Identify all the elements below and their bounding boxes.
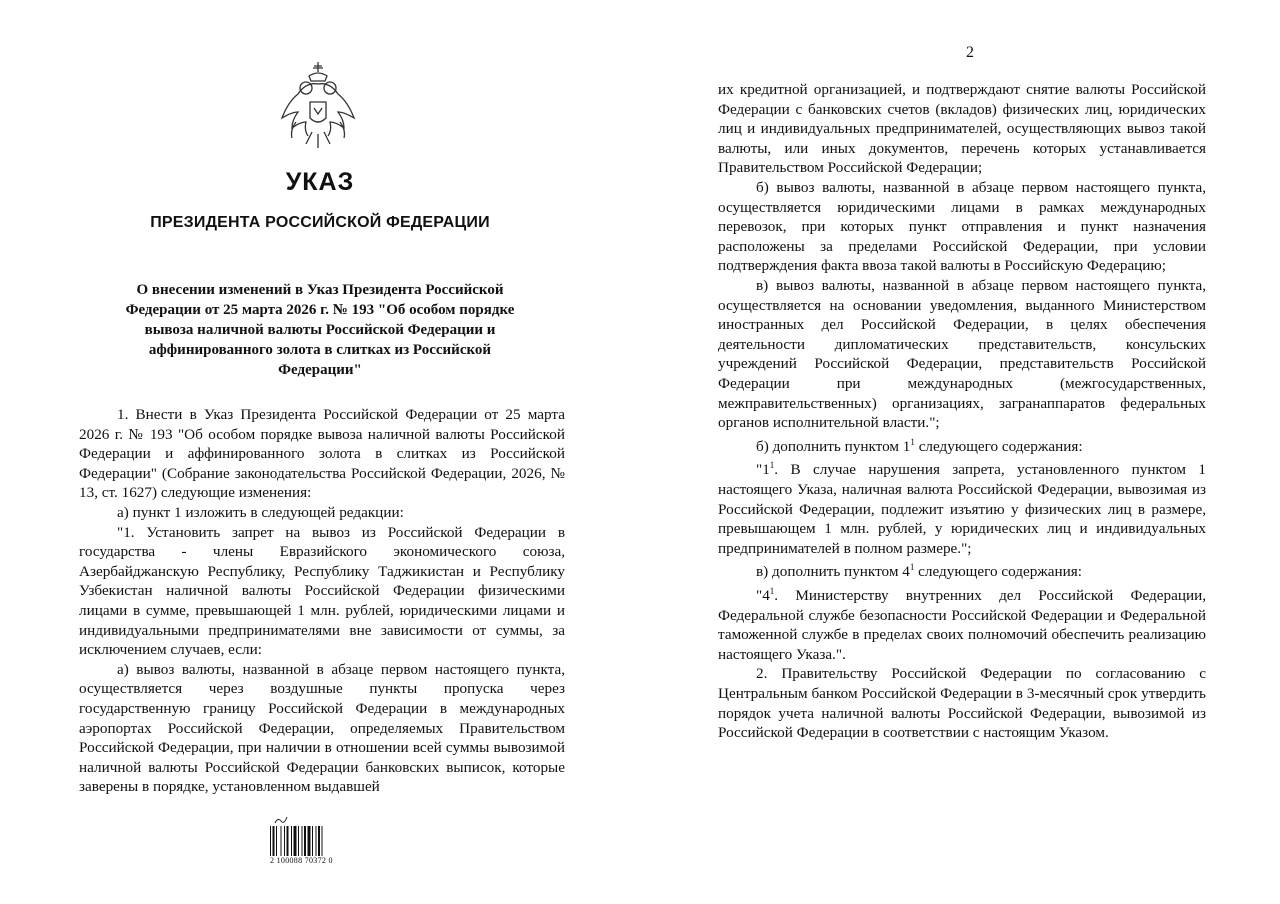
superscript: 1	[910, 436, 915, 447]
paragraph	[718, 664, 1206, 742]
paragraph-text: . В случае нарушения запрета, установленного пунктом 1 настоящего Указа, наличная валюта Российской Федерации, вывозимая из Российской Федерации, подлежит изъятию у физических лиц в размере, превышающем 1 млн. рублей, у юридических лиц и индивидуальных предпринимателей в полном размере.";	[718, 461, 1206, 557]
paragraph: 1. Внести в Указ Президента Российской Федерации от 25 марта 2026 г. № 193 "Об особом порядке вывоза наличной валюты Российской Федерации и аффинированного золота в слитках из Российской Федерации" (Собрание законодательства Российской Федерации, 2026, № 13, ст. 1627) следующие изменения:	[79, 406, 565, 502]
superscript: 1	[909, 562, 915, 573]
paragraph	[718, 456, 1206, 558]
paragraph-text: их кредитной организацией, и подтверждают снятие валюты Российской Федерации с банковских счетов (вкладов) физических лиц, юридических лиц и индивидуальных предпринимателей, осуществляющих вывоз такой валюты, или иных документов, перечень которых устанавливается Правительством Российской Федерации;	[718, 81, 1206, 177]
decree-subtitle: ПРЕЗИДЕНТА РОССИЙСКОЙ ФЕДЕРАЦИИ	[150, 214, 490, 231]
paragraph	[718, 433, 1206, 457]
paragraph-text: б) дополнить пунктом 1	[756, 437, 911, 455]
right-page-body	[718, 80, 1206, 743]
barcode	[270, 816, 360, 865]
decree-title: УКАЗ	[285, 168, 355, 196]
paragraph-text: б) вывоз валюты, названной в абзаце первом настоящего пункта, осуществляется юридическими лицами в рамках международных перевозок, при которых пункт отправления и пункт назначения расположены за пределами Российской Федерации, при условии подтверждения факта ввоза такой валюты в Российскую Федерацию;	[718, 178, 1206, 275]
barcode-bars-icon	[270, 826, 350, 856]
right-page	[640, 0, 1280, 904]
paragraph	[718, 276, 1206, 433]
paragraph	[718, 178, 1206, 276]
paragraph-text: . Министерству внутренних дел Российской Федерации, Федеральной службе безопасности Российской Федерации и Федеральной таможенной службе в пределах своих полномочий обеспечить реализацию настоящего Указа.".	[718, 587, 1206, 663]
paragraph-text: в) вывоз валюты, названной в абзаце первом настоящего пункта, осуществляется на основании уведомления, выданного Министерством иностранных дел Российской Федерации, в целях обеспечения деятельности дипломатических представительств, консульских учреждений Российской Федерации, представительств Российской Федерации при международных (межгосударственных, межправительственных) организациях, загранаппаратов федеральных органов исполнительной власти.";	[718, 276, 1206, 432]
left-page-body	[79, 405, 565, 797]
paragraph-text: в) дополнить пунктом 4	[756, 563, 910, 581]
paragraph	[718, 80, 1206, 178]
barcode-digits: 2 100088 70372 0	[270, 856, 333, 865]
state-emblem-icon	[276, 58, 360, 154]
paragraph: "1. Установить запрет на вывоз из Российской Федерации в государства - члены Евразийского экономического союза, Азербайджанскую Республику, Республику Таджикистан и Республику Узбекистан наличной валюты Российской Федерации физическими лицами в сумме, превышающей 1 млн. рублей, юридическими лицами и индивидуальными предпринимателями вне зависимости от суммы, за исключением случаев, если:	[79, 523, 565, 659]
superscript: 1	[769, 460, 775, 471]
paragraph	[718, 558, 1206, 582]
paragraph: а) пункт 1 изложить в следующей редакции:	[117, 503, 404, 521]
paragraph-text: следующего содержания:	[914, 437, 1083, 455]
paragraph-text: 2. Правительству Российской Федерации по согласованию с Центральным банком Российской Федерации в 3-месячный срок утвердить порядок учета наличной валюты Российской Федерации, вывозимой из Российской Федерации в соответствии с настоящим Указом.	[718, 665, 1206, 742]
paragraph-text: "4	[756, 587, 770, 605]
paragraph-text: "1	[756, 461, 770, 479]
paragraph: а) вывоз валюты, названной в абзаце первом настоящего пункта, осуществляется через воздушные пункты пропуска через государственную границу Российской Федерации в международных аэропортах Российской Федерации, определяемых Правительством Российской Федерации, при наличии в отношении всей суммы вывозимой наличной валюты Российской Федерации банковских выписок, которые заверены в порядке, установленном выдавшей	[79, 660, 565, 796]
decree-heading: О внесении изменений в Указ Президента Российской Федерации от 25 марта 2026 г. № 193 "Об особом порядке вывоза наличной валюты Российской Федерации и аффинированного золота в слитках из Российской Федерации"	[125, 282, 515, 378]
page-number: 2	[966, 44, 974, 61]
superscript: 1	[769, 586, 775, 597]
barcode-mark-icon	[274, 816, 288, 824]
paragraph	[718, 582, 1206, 664]
paragraph-text: следующего содержания:	[914, 563, 1082, 581]
